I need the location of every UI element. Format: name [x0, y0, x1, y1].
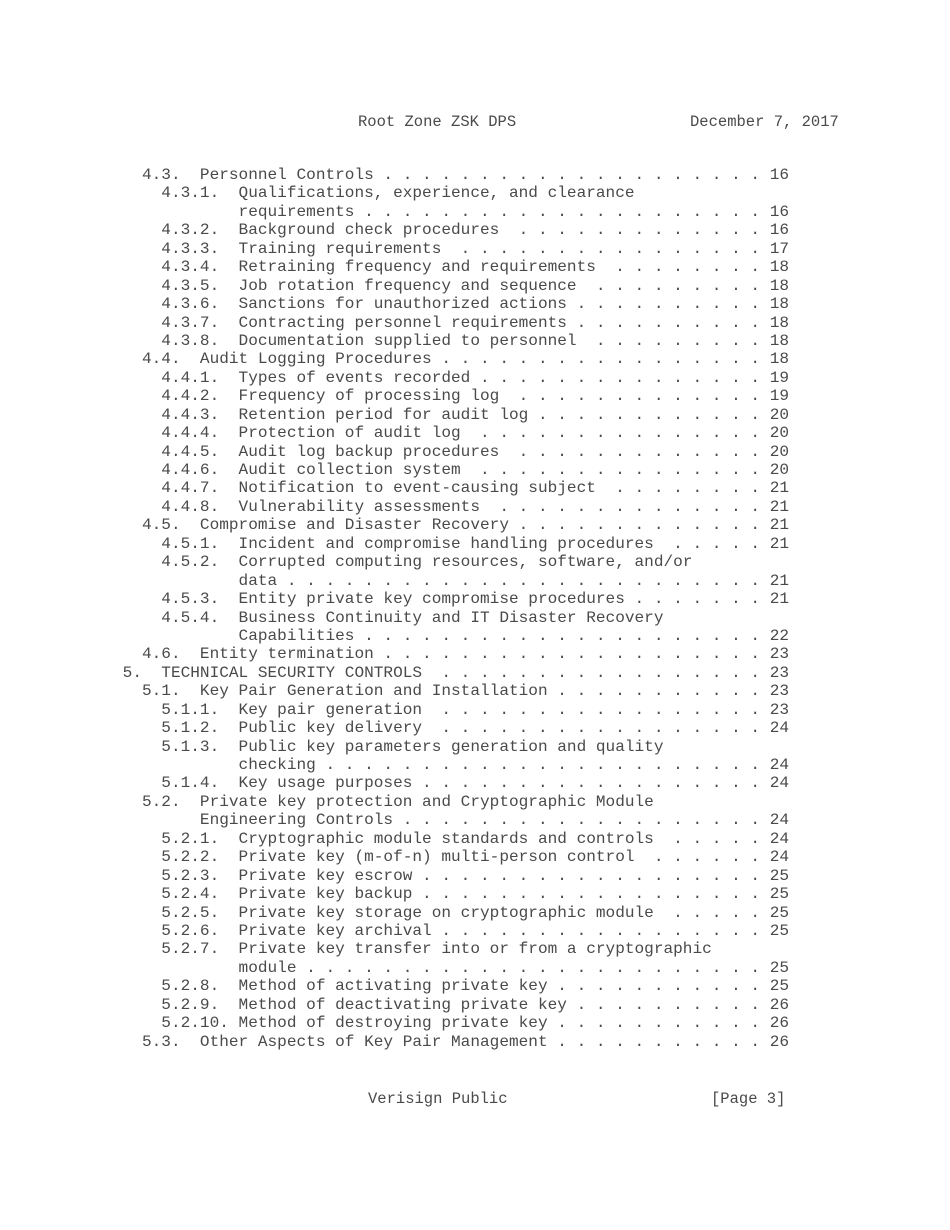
toc-entry: 5.2.8. Method of activating private key . . . . . . . . . . . 25	[113, 977, 790, 996]
toc-entry: 4.3.4. Retraining frequency and requirements . . . . . . . . 18	[113, 258, 790, 277]
footer-page-number: [Page 3]	[711, 1090, 786, 1108]
toc-entry: 5.2.7. Private key transfer into or from a cryptographic	[113, 940, 712, 959]
toc-entry: Engineering Controls . . . . . . . . . . . . . . . . . . . 24	[113, 811, 790, 830]
toc-entry: 4.3. Personnel Controls . . . . . . . . . . . . . . . . . . . . 16	[113, 166, 790, 184]
toc-entry: 5.1.3. Public key parameters generation and quality	[113, 737, 664, 756]
toc-entry: 4.4.2. Frequency of processing log . . . . . . . . . . . . . 19	[113, 387, 790, 406]
toc-entry: 4.4.3. Retention period for audit log . . . . . . . . . . . . 20	[113, 405, 790, 424]
toc-entry: 4.5.1. Incident and compromise handling procedures . . . . . 21	[113, 534, 790, 553]
toc-entry: 5.2.1. Cryptographic module standards and controls . . . . . 24	[113, 829, 790, 848]
toc-entry: 4.5.4. Business Continuity and IT Disaster Recovery	[113, 608, 664, 627]
toc-entry: 4.3.8. Documentation supplied to personnel . . . . . . . . . 18	[113, 331, 790, 350]
toc-entry: 5.2.6. Private key archival . . . . . . . . . . . . . . . . . 25	[113, 921, 790, 940]
toc-entry: 5. TECHNICAL SECURITY CONTROLS . . . . . . . . . . . . . . . . . 23	[113, 663, 790, 682]
toc-entry: requirements . . . . . . . . . . . . . . . . . . . . . 16	[113, 202, 790, 221]
toc-entry: 5.2.3. Private key escrow . . . . . . . . . . . . . . . . . . 25	[113, 866, 790, 885]
toc-entry: 4.3.5. Job rotation frequency and sequence . . . . . . . . . 18	[113, 276, 790, 295]
toc-entry: 5.1.4. Key usage purposes . . . . . . . . . . . . . . . . . . 24	[113, 774, 790, 793]
toc-entry: 5.2.10. Method of destroying private key . . . . . . . . . . . 26	[113, 1014, 790, 1033]
toc-entry: 4.3.3. Training requirements . . . . . . . . . . . . . . . . 17	[113, 239, 790, 258]
header-date: December 7, 2017	[690, 113, 839, 131]
page-footer	[0, 1088, 950, 1110]
toc-entry: 4.3.1. Qualifications, experience, and clearance	[113, 184, 635, 203]
toc-entry: 5.1.1. Key pair generation . . . . . . . . . . . . . . . . . 23	[113, 700, 790, 719]
toc-entry: 4.5.2. Corrupted computing resources, software, and/or	[113, 553, 693, 572]
toc-entry: 4.3.7. Contracting personnel requirements . . . . . . . . . . 18	[113, 313, 790, 332]
toc-entry: 4.4.8. Vulnerability assessments . . . . . . . . . . . . . . 21	[113, 497, 790, 516]
toc-entry: 4.3.2. Background check procedures . . . . . . . . . . . . . 16	[113, 221, 790, 240]
toc-entry: 4.6. Entity termination . . . . . . . . . . . . . . . . . . . . 23	[113, 645, 790, 664]
toc-entry: 5.2. Private key protection and Cryptographic Module	[113, 792, 654, 811]
toc-entry: 4.4.4. Protection of audit log . . . . . . . . . . . . . . . 20	[113, 424, 790, 443]
toc-entry: 5.2.9. Method of deactivating private key . . . . . . . . . . 26	[113, 995, 790, 1014]
toc-entry: 4.3.6. Sanctions for unauthorized actions . . . . . . . . . . 18	[113, 295, 790, 314]
toc-entry: data . . . . . . . . . . . . . . . . . . . . . . . . . 21	[113, 571, 790, 590]
toc-entry: 5.3. Other Aspects of Key Pair Management . . . . . . . . . . . 26	[113, 1032, 790, 1051]
toc-entry: Capabilities . . . . . . . . . . . . . . . . . . . . . 22	[113, 626, 790, 645]
toc-entry: 4.4. Audit Logging Procedures . . . . . . . . . . . . . . . . . 18	[113, 350, 790, 369]
page-header	[0, 111, 950, 133]
toc-entry: 5.2.5. Private key storage on cryptographic module . . . . . 25	[113, 903, 790, 922]
toc-entry: 4.4.5. Audit log backup procedures . . . . . . . . . . . . . 20	[113, 442, 790, 461]
toc-entry: 4.4.7. Notification to event-causing subject . . . . . . . . 21	[113, 479, 790, 498]
toc-entry: 5.2.4. Private key backup . . . . . . . . . . . . . . . . . . 25	[113, 885, 790, 904]
toc-entry: 5.2.2. Private key (m-of-n) multi-person control . . . . . . 24	[113, 848, 790, 867]
toc-entry: module . . . . . . . . . . . . . . . . . . . . . . . . 25	[113, 958, 790, 977]
toc-entry: 4.5.3. Entity private key compromise procedures . . . . . . . 21	[113, 590, 790, 609]
toc-entry: 4.4.6. Audit collection system . . . . . . . . . . . . . . . 20	[113, 461, 790, 479]
toc-entry: 5.1.2. Public key delivery . . . . . . . . . . . . . . . . . 24	[113, 719, 790, 738]
toc-entry: 4.4.1. Types of events recorded . . . . . . . . . . . . . . . 19	[113, 368, 790, 387]
table-of-contents	[113, 166, 789, 1051]
header-title: Root Zone ZSK DPS	[358, 113, 517, 131]
footer-organization: Verisign Public	[368, 1090, 508, 1108]
toc-entry: 4.5. Compromise and Disaster Recovery . . . . . . . . . . . . . 21	[113, 516, 790, 535]
toc-entry: checking . . . . . . . . . . . . . . . . . . . . . . . 24	[113, 756, 790, 774]
toc-entry: 5.1. Key Pair Generation and Installation . . . . . . . . . . . 23	[113, 682, 790, 701]
